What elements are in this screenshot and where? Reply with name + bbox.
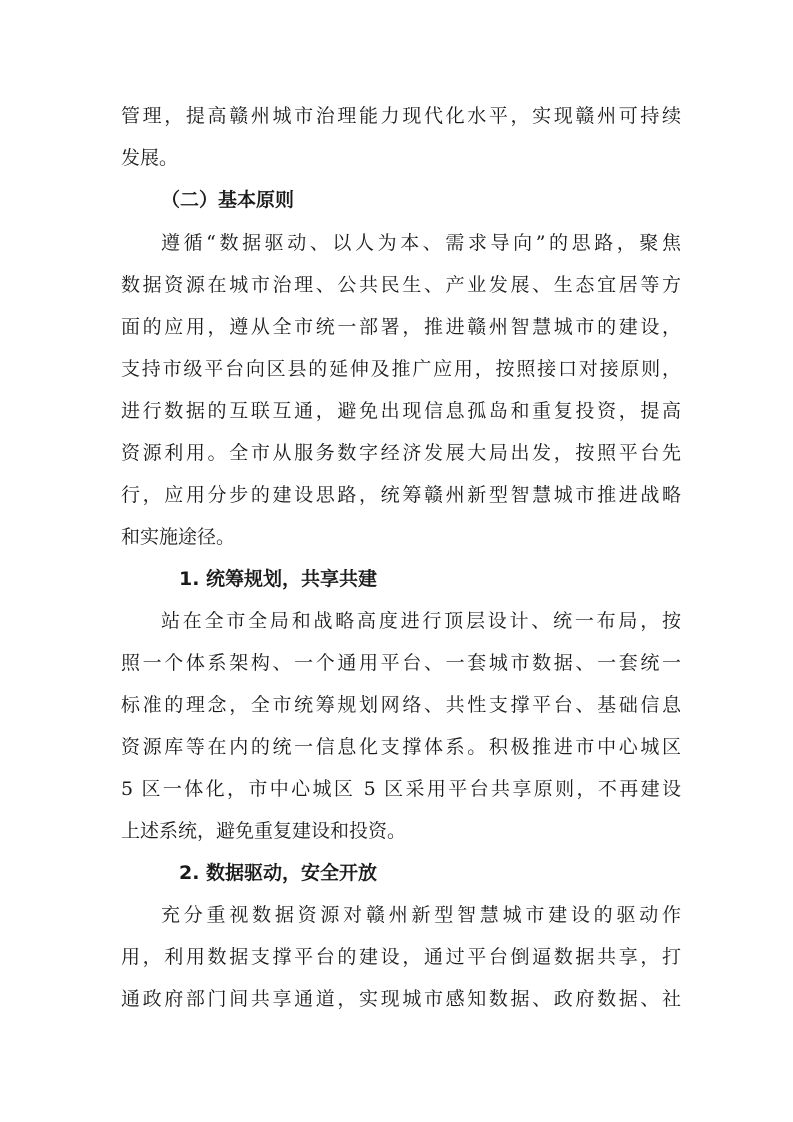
paragraph-line: 发展。 — [121, 147, 179, 169]
paragraph-line: 通政府部门间共享通道，实现城市感知数据、政府数据、社 — [121, 988, 681, 1010]
paragraph-line: 资源利用。全市从服务数字经济发展大局出发，按照平台先 — [121, 442, 681, 464]
paragraph-line: 支持市级平台向区县的延伸及推广应用，按照接口对接原则， — [121, 358, 681, 380]
paragraph-line: 管理，提高赣州城市治理能力现代化水平，实现赣州可持续 — [121, 105, 681, 127]
paragraph-line: 资源库等在内的统一信息化支撑体系。积极推进市中心城区 — [121, 736, 681, 758]
paragraph-line: 和实施途径。 — [121, 526, 236, 548]
paragraph-line: 上述系统，避免重复建设和投资。 — [121, 820, 407, 842]
paragraph-line: 遵循“数据驱动、以人为本、需求导向”的思路，聚焦 — [161, 232, 681, 254]
paragraph-line: 照一个体系架构、一个通用平台、一套城市数据、一套统一 — [121, 652, 681, 674]
section-heading: （二）基本原则 — [161, 189, 295, 211]
paragraph-line: 充分重视数据资源对赣州新型智慧城市建设的驱动作 — [161, 904, 681, 926]
paragraph-line: 数据资源在城市治理、公共民生、产业发展、生态宜居等方 — [121, 274, 681, 296]
subsection-heading: 2. 数据驱动，安全开放 — [179, 862, 378, 884]
paragraph-line: 面的应用，遵从全市统一部署，推进赣州智慧城市的建设， — [121, 316, 681, 338]
paragraph-line: 行，应用分步的建设思路，统筹赣州新型智慧城市推进战略 — [121, 484, 681, 506]
paragraph-line: 进行数据的互联互通，避免出现信息孤岛和重复投资，提高 — [121, 400, 681, 422]
paragraph-line: 站在全市全局和战略高度进行顶层设计、统一布局，按 — [161, 610, 681, 632]
subsection-heading: 1. 统筹规划，共享共建 — [179, 568, 378, 590]
paragraph-line: 5 区一体化，市中心城区 5 区采用平台共享原则，不再建设 — [121, 778, 681, 800]
paragraph-line: 用，利用数据支撑平台的建设，通过平台倒逼数据共享，打 — [121, 946, 681, 968]
paragraph-line: 标准的理念，全市统筹规划网络、共性支撑平台、基础信息 — [121, 694, 681, 716]
